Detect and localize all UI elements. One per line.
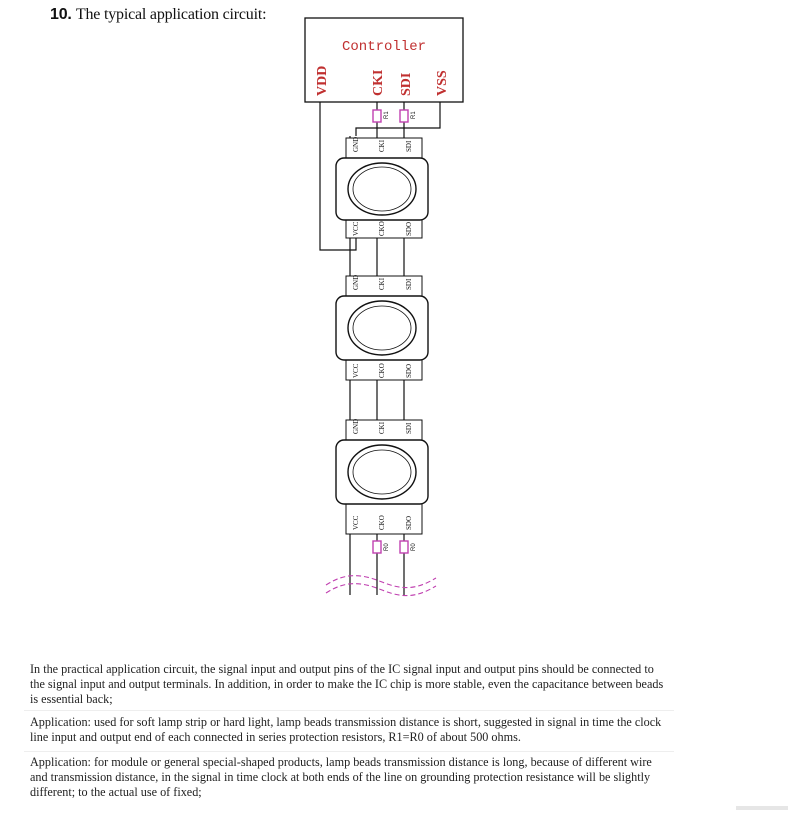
led-bead-3 (336, 419, 428, 534)
controller-pin-vss: VSS (435, 70, 450, 96)
controller-label: Controller (341, 39, 427, 55)
bead1-pin-cko: CKO (378, 221, 386, 236)
bead1-pin-sdi: SDI (405, 140, 413, 152)
resistor-r0-sdo (400, 541, 408, 553)
resistor-r1-sdi (400, 110, 408, 122)
controller-pin-sdi: SDI (399, 72, 414, 96)
divider (24, 751, 674, 752)
resistor-label-r1-a: R1 (384, 111, 390, 119)
resistor-label-r0-a: R0 (384, 543, 390, 551)
bead1-pin-cki: CKI (378, 139, 386, 152)
continuation-break-marks (326, 576, 436, 596)
resistor-r1-cki (373, 110, 381, 122)
bead1-pin-sdo: SDO (405, 221, 413, 236)
bead2-pin-sdi: SDI (405, 278, 413, 290)
bead2-pin-vcc: VCC (352, 363, 360, 378)
controller-pin-cki: CKI (371, 69, 386, 96)
bead1-pin-gnd: GND (352, 136, 360, 152)
led-bead-1 (336, 137, 428, 238)
bead2-pin-gnd: GND (352, 274, 360, 290)
resistor-label-r1-b: R1 (411, 111, 417, 119)
paragraph-module-application: Application: for module or general special-shaped products, lamp beads transmission distance is long, because of different wire and transmission distance, in the signal in time clock at both ends of the line on grounding protection resistance will be slightly different; to the actual use of fixed; (30, 755, 652, 799)
bead3-pin-cki: CKI (378, 421, 386, 434)
divider (24, 710, 674, 711)
paragraph-stability-note: In the practical application circuit, the signal input and output pins of the IC signal input and output pins should be connected to the signal input and output terminals. In addition, in order to make the IC chip is more stable, even the capacitance between beads is essential back; (30, 662, 664, 706)
section-number: 10. (50, 6, 72, 23)
bead2-pin-cki: CKI (378, 277, 386, 290)
bead2-pin-cko: CKO (378, 363, 386, 378)
led-bead-2 (336, 275, 428, 380)
section-title: The typical application circuit: (75, 6, 267, 23)
resistor-r0-cko (373, 541, 381, 553)
bead3-pin-sdi: SDI (405, 422, 413, 434)
bead3-pin-vcc: VCC (352, 515, 360, 530)
bead2-pin-sdo: SDO (405, 363, 413, 378)
bead3-pin-sdo: SDO (405, 515, 413, 530)
bead1-pin-vcc: VCC (352, 221, 360, 236)
bead3-pin-gnd: GND (352, 418, 360, 434)
paragraph-soft-strip-application: Application: used for soft lamp strip or hard light, lamp beads transmission distance is short, suggested in signal in time the clock line input and output end of each connected in series protection resistors, R1=R0 of about 500 ohms. (30, 715, 662, 744)
controller-pin-vdd: VDD (315, 65, 330, 96)
scroll-indicator (736, 806, 788, 810)
bead3-pin-cko: CKO (378, 515, 386, 530)
resistor-label-r0-b: R0 (411, 543, 417, 551)
